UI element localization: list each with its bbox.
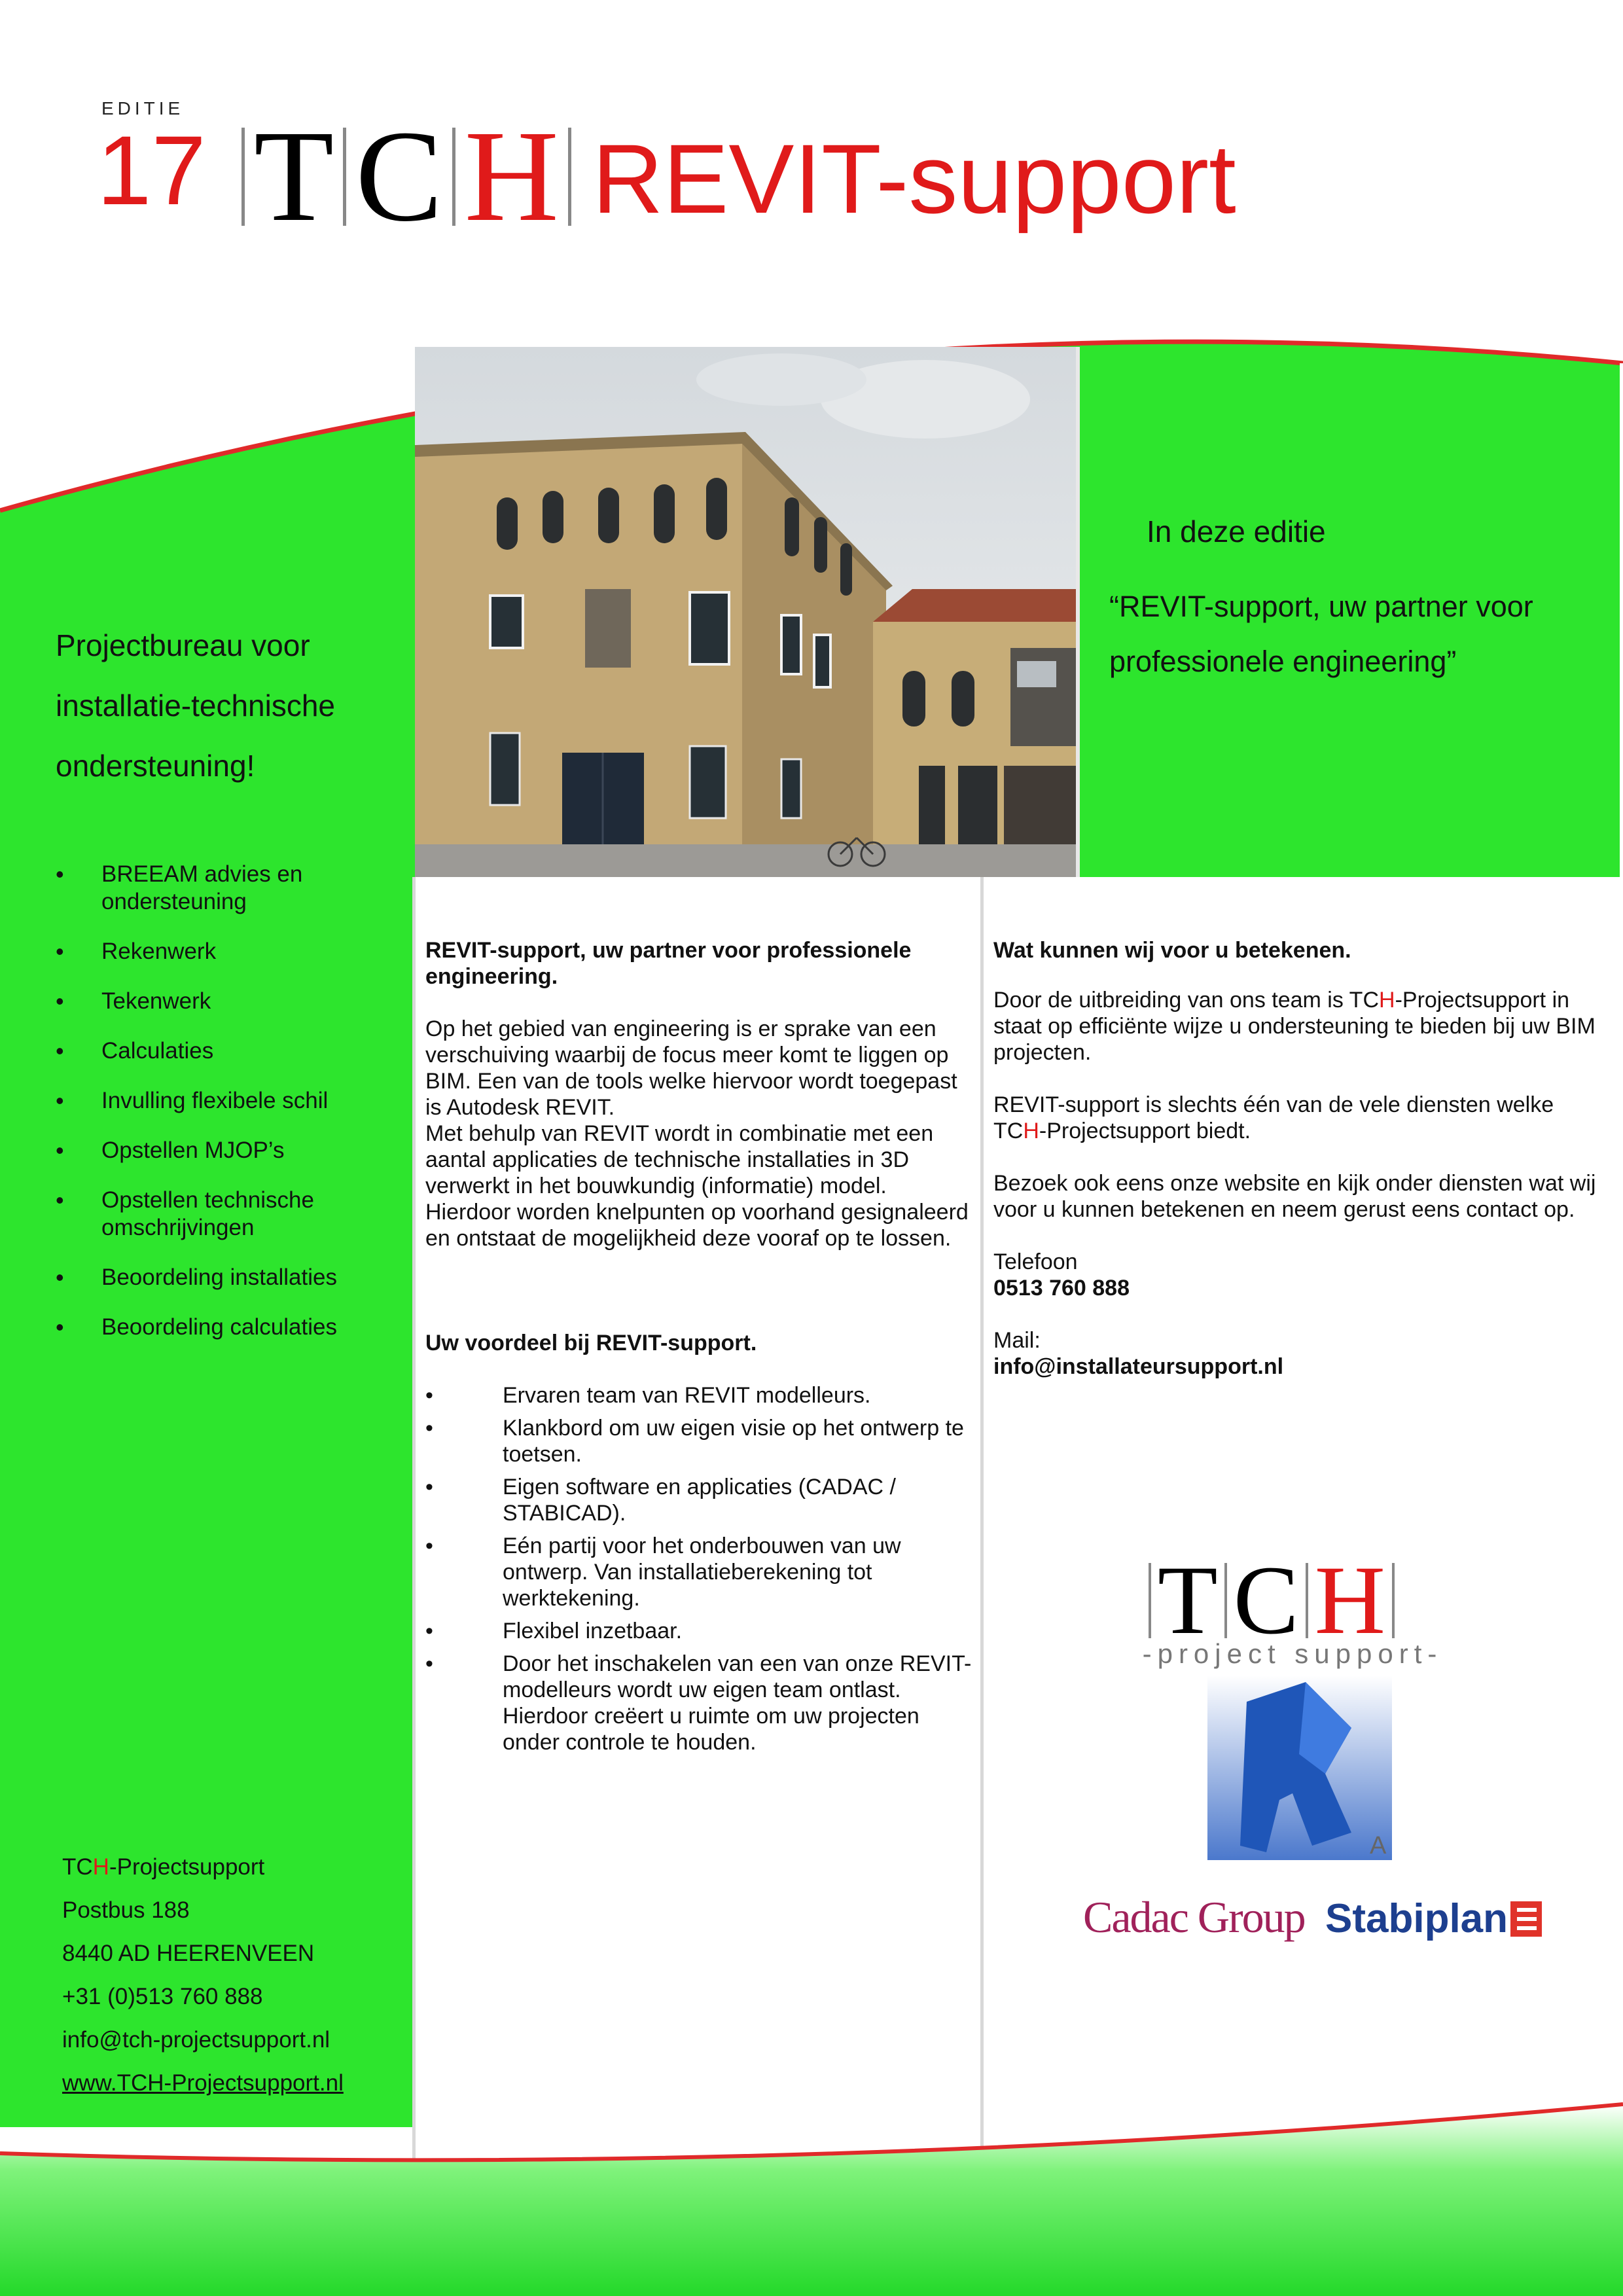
edition-number: 17	[97, 115, 206, 225]
logo-letter-c: C	[1233, 1546, 1299, 1655]
phone-number: 0513 760 888	[993, 1276, 1130, 1300]
logo-letter-h: H	[464, 104, 560, 249]
revit-logo-icon	[1207, 1676, 1392, 1860]
stabiplan-text: Stabiplan	[1325, 1896, 1508, 1941]
benefit-item: • Eigen software en applicaties (CADAC / STABICAD).	[425, 1474, 975, 1526]
tch-logo-small	[1142, 1546, 1401, 1655]
logo-divider	[1149, 1563, 1151, 1638]
logo-letter-t: T	[1158, 1546, 1218, 1655]
intro-quote: “REVIT-support, uw partner voor professionele engineering”	[1109, 590, 1533, 678]
edition-label: EDITIE	[101, 98, 185, 118]
column-divider-left	[412, 877, 416, 2160]
logo-divider	[241, 128, 245, 226]
service-item: • Opstellen MJOP’s	[56, 1137, 409, 1164]
article-paragraph: Met behulp van REVIT wordt in combinatie met een aantal applicaties de technische installaties in 3D verwerkt in het bouwkundig (informatie) model. Hierdoor worden knelpunten op voorhand gesignaleerd en ontstaat de mogelijkheid deze vooraf op te lossen.	[425, 1121, 969, 1251]
service-item: • BREEAM advies en ondersteuning	[56, 861, 409, 916]
contact-column	[993, 937, 1612, 1380]
service-item: • Beoordeling installaties	[56, 1264, 409, 1291]
benefit-item: • Flexibel inzetbaar.	[425, 1618, 975, 1644]
benefit-item: • Ervaren team van REVIT modelleurs.	[425, 1382, 975, 1408]
tagline	[56, 615, 396, 796]
company-name: TCH-Projectsupport	[62, 1854, 265, 1880]
logo-letter-h: H	[1314, 1546, 1386, 1655]
city: 8440 AD HEERENVEEN	[62, 1941, 315, 1966]
logo-divider	[452, 128, 455, 226]
logo-divider	[1224, 1563, 1227, 1638]
service-item: • Calculaties	[56, 1037, 409, 1065]
address-block	[62, 1846, 344, 2105]
intro-heading: In deze editie	[1147, 514, 1326, 548]
photo-divider	[1076, 347, 1080, 877]
logo-letter-c: C	[355, 104, 443, 249]
tagline-line: ondersteuning!	[56, 749, 255, 783]
service-item: • Beoordeling calculaties	[56, 1314, 409, 1341]
mail-label: Mail:	[993, 1328, 1041, 1353]
article-paragraph: Op het gebied van engineering is er sprake van een verschuiving waarbij de focus meer komt te liggen op BIM. Een van de tools welke hiervoor wordt toegepast is Autodesk REVIT.	[425, 1016, 957, 1120]
phone: +31 (0)513 760 888	[62, 1984, 263, 2009]
contact-paragraph: REVIT-support is slechts één van de vele diensten welke TCH-Projectsupport biedt.	[993, 1092, 1554, 1143]
column-divider-mid	[980, 877, 984, 2160]
stabiplan-mark-icon	[1510, 1901, 1542, 1937]
contact-heading: Wat kunnen wij voor u betekenen.	[993, 938, 1351, 963]
tagline-line: installatie-technische	[56, 689, 336, 723]
benefit-list	[425, 1382, 975, 1755]
page-title: REVIT-support	[592, 124, 1236, 234]
logo-divider	[1306, 1563, 1308, 1638]
logo-letter-t: T	[254, 104, 334, 249]
logo-divider	[568, 128, 571, 226]
logo-divider	[343, 128, 346, 226]
revit-letter: A	[1370, 1832, 1387, 1859]
contact-paragraph: Door de uitbreiding van ons team is TCH-Projectsupport in staat op efficiënte wijze u ondersteuning te bieden bij uw BIM projecten.	[993, 988, 1596, 1065]
website-link[interactable]: www.TCH-Projectsupport.nl	[62, 2070, 344, 2096]
service-item: • Invulling flexibele schil	[56, 1087, 409, 1115]
tch-logo	[232, 104, 580, 249]
mail-address[interactable]: info@installateursupport.nl	[993, 1354, 1284, 1379]
service-list	[56, 861, 409, 1363]
building-photo	[415, 347, 1076, 877]
benefits-heading: Uw voordeel bij REVIT-support.	[425, 1331, 757, 1355]
benefit-item: • Door het inschakelen van een van onze REVIT-modelleurs wordt uw eigen team ontlast. Hierdoor creëert u ruimte om uw projecten onder controle te houden.	[425, 1651, 975, 1755]
tch-subtitle: -project support-	[1142, 1638, 1443, 1669]
logo-divider	[1392, 1563, 1395, 1638]
service-item: • Rekenwerk	[56, 938, 409, 965]
cadac-logo: Cadac Group	[1083, 1892, 1305, 1942]
postbus: Postbus 188	[62, 1897, 190, 1923]
service-item: • Opstellen technische omschrijvingen	[56, 1187, 409, 1242]
benefit-item: • Eén partij voor het onderbouwen van uw ontwerp. Van installatieberekening tot werktekening.	[425, 1533, 975, 1611]
article-column	[425, 937, 975, 1762]
contact-paragraph: Bezoek ook eens onze website en kijk onder diensten wat wij voor u kunnen betekenen en neem gerust eens contact op.	[993, 1171, 1596, 1222]
article-heading: REVIT-support, uw partner voor professionele engineering.	[425, 938, 912, 989]
service-item: • Tekenwerk	[56, 988, 409, 1015]
email: info@tch-projectsupport.nl	[62, 2027, 330, 2053]
stabiplan-logo	[1325, 1895, 1542, 1942]
tagline-line: Projectbureau voor	[56, 628, 310, 662]
phone-label: Telefoon	[993, 1249, 1078, 1274]
benefit-item: • Klankbord om uw eigen visie op het ontwerp te toetsen.	[425, 1415, 975, 1467]
